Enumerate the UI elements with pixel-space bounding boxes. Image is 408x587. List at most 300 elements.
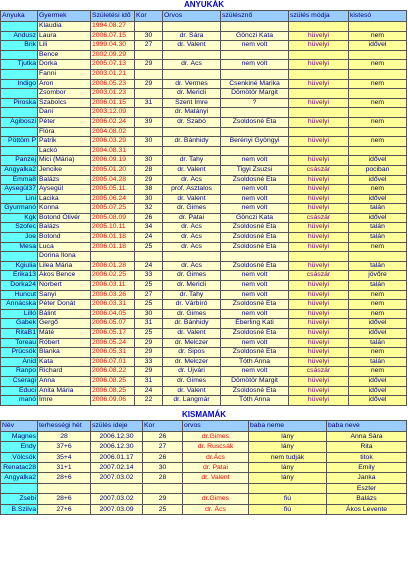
anyukak-cell[interactable] [349,89,407,99]
kismamak-cell[interactable]: 2007.02.14 [91,462,143,472]
anyukak-column-header[interactable]: Gyermek [38,11,91,22]
anyukak-cell[interactable]: Pöttöm P [1,137,38,147]
anyukak-cell[interactable]: 26 [135,213,163,223]
anyukak-cell[interactable]: 2006.08.25 [91,376,135,386]
anyukak-cell[interactable]: Bálint [38,309,91,319]
anyukak-cell[interactable]: Konna [38,204,91,214]
anyukak-cell[interactable]: 24 [135,386,163,396]
anyukak-cell[interactable]: Anita Mária [38,386,91,396]
anyukak-cell[interactable]: dr. Patai [163,213,221,223]
anyukak-cell[interactable]: 2006.02.24 [91,117,135,127]
anyukak-cell[interactable]: hüvelyi [289,386,349,396]
kismamak-column-header[interactable]: Név [1,420,38,431]
anyukak-cell[interactable]: idővel [349,194,407,204]
anyukak-cell[interactable]: Dömötör Margit [221,89,289,99]
anyukak-cell[interactable]: Zsoldosné Eta [221,300,289,310]
anyukak-cell[interactable]: Bence [38,50,91,60]
anyukak-cell[interactable]: talán [349,281,407,291]
anyukak-column-header[interactable]: Kor [135,11,163,22]
anyukak-cell[interactable]: nem [349,117,407,127]
kismamak-cell[interactable]: 28+6 [38,494,91,504]
anyukak-cell[interactable]: nem volt [221,281,289,291]
anyukak-cell[interactable]: dr. Valent [163,329,221,339]
anyukak-cell[interactable]: Sanyi [38,290,91,300]
kismamak-cell[interactable]: Magnes [1,431,38,441]
anyukak-cell[interactable]: Balázs [38,223,91,233]
anyukak-cell[interactable]: hüvelyi [289,290,349,300]
anyukak-cell[interactable]: 2003.01.21 [91,69,135,79]
anyukak-cell[interactable]: Laura [38,31,91,41]
anyukak-cell[interactable]: Jencike [38,165,91,175]
kismamak-cell[interactable]: 29 [143,494,183,504]
anyukak-cell[interactable]: idővel [349,175,407,185]
kismamak-cell[interactable]: nem tudják [249,452,327,462]
anyukak-cell[interactable] [221,22,289,32]
anyukak-cell[interactable]: hüvelyi [289,348,349,358]
anyukak-cell[interactable]: 31 [135,319,163,329]
anyukak-cell[interactable] [1,127,38,137]
kismamak-cell[interactable] [143,483,183,493]
kismamak-column-header[interactable]: Kor [143,420,183,431]
kismamak-cell[interactable]: 30 [143,462,183,472]
anyukak-cell[interactable]: dr. Sipos [163,348,221,358]
anyukak-cell[interactable]: császár [289,367,349,377]
kismamak-cell[interactable]: Ákos Levente [327,504,407,514]
anyukak-cell[interactable]: Gyurmanó [1,204,38,214]
anyukak-cell[interactable]: nem volt [221,309,289,319]
anyukak-cell[interactable]: nem [349,367,407,377]
anyukak-cell[interactable]: Zsoldosné Eta [221,261,289,271]
anyukak-cell[interactable]: 2006.05.23 [91,79,135,89]
anyukak-cell[interactable]: dr. Valent [163,386,221,396]
anyukak-cell[interactable]: Zsoldosné Eta [221,117,289,127]
anyukak-cell[interactable]: Annácska [1,300,38,310]
anyukak-cell[interactable]: 30 [135,31,163,41]
anyukak-cell[interactable]: Kgiulia [1,261,38,271]
anyukak-cell[interactable]: Róbert [38,338,91,348]
anyukak-cell[interactable]: Angyalka2 [1,165,38,175]
anyukak-cell[interactable]: hüvelyi [289,204,349,214]
anyukak-cell[interactable]: nem [349,309,407,319]
anyukak-cell[interactable]: Kgk [1,213,38,223]
anyukak-cell[interactable]: hüvelyi [289,329,349,339]
anyukak-cell[interactable]: dr. Langmár [163,396,221,406]
anyukak-cell[interactable]: 2006.08.22 [91,367,135,377]
kismamak-cell[interactable]: 31+1 [38,462,91,472]
anyukak-cell[interactable]: hüvelyi [289,117,349,127]
anyukak-cell[interactable]: talán [349,357,407,367]
kismamak-cell[interactable]: titok [327,452,407,462]
anyukak-cell[interactable] [349,69,407,79]
kismamak-cell[interactable]: dr. Patai [183,462,249,472]
kismamak-cell[interactable]: Endy [1,442,38,452]
anyukak-cell[interactable]: 2006.01.28 [91,261,135,271]
anyukak-cell[interactable]: Zsoldosné Eta [221,175,289,185]
anyukak-cell[interactable]: 31 [135,98,163,108]
anyukak-cell[interactable]: nem [349,300,407,310]
anyukak-cell[interactable] [1,108,38,118]
anyukak-cell[interactable]: Educi [1,386,38,396]
anyukak-cell[interactable] [163,146,221,156]
anyukak-cell[interactable]: Huncut [1,290,38,300]
anyukak-cell[interactable]: dr. Gimes [163,376,221,386]
anyukak-cell[interactable]: manó [1,396,38,406]
anyukak-cell[interactable]: 29 [135,338,163,348]
anyukak-cell[interactable]: nem [349,79,407,89]
anyukak-cell[interactable]: hüvelyi [289,261,349,271]
anyukak-cell[interactable]: prof. Asztalos [163,185,221,195]
anyukak-cell[interactable]: hüvelyi [289,223,349,233]
anyukak-cell[interactable]: nem [349,137,407,147]
anyukak-cell[interactable]: hüvelyi [289,281,349,291]
kismamak-cell[interactable]: Renatac28 [1,462,38,472]
anyukak-cell[interactable]: nem volt [221,338,289,348]
anyukak-cell[interactable]: császár [289,213,349,223]
anyukak-cell[interactable]: Dani [38,108,91,118]
anyukak-cell[interactable]: Csenkiné Marika [221,79,289,89]
anyukak-cell[interactable]: nem [349,348,407,358]
anyukak-cell[interactable]: idővel [349,386,407,396]
anyukak-cell[interactable]: hüvelyi [289,156,349,166]
kismamak-cell[interactable]: 37+6 [38,442,91,452]
anyukak-cell[interactable]: hüvelyi [289,300,349,310]
anyukak-cell[interactable]: dr. Ács [163,223,221,233]
anyukak-cell[interactable] [289,69,349,79]
anyukak-cell[interactable]: Imre [38,396,91,406]
anyukak-cell[interactable]: idővel [349,396,407,406]
anyukak-cell[interactable]: Gönczi Kata [221,31,289,41]
anyukak-cell[interactable]: hüvelyi [289,137,349,147]
kismamak-cell[interactable]: 35+4 [38,452,91,462]
anyukak-cell[interactable]: hüvelyi [289,319,349,329]
anyukak-cell[interactable]: talán [349,233,407,243]
anyukak-cell[interactable]: 2005.07.13 [91,60,135,70]
anyukak-cell[interactable]: hüvelyi [289,60,349,70]
anyukak-cell[interactable]: 2005.06.24 [91,194,135,204]
anyukak-cell[interactable] [349,108,407,118]
anyukak-cell[interactable]: 2006.08.25 [91,386,135,396]
anyukak-cell[interactable]: 2003.01.23 [91,89,135,99]
kismamak-cell[interactable]: fiú [249,504,327,514]
anyukak-cell[interactable] [349,252,407,262]
anyukak-cell[interactable]: Szofec [1,223,38,233]
kismamak-cell[interactable]: 2006.01.17 [91,452,143,462]
anyukak-cell[interactable] [349,50,407,60]
anyukak-cell[interactable]: Balázs [38,175,91,185]
anyukak-cell[interactable]: dr. Sára [163,31,221,41]
anyukak-cell[interactable]: dr. Szabó [163,117,221,127]
anyukak-cell[interactable]: dr. Melczer [163,357,221,367]
anyukak-cell[interactable]: Berényi Gyöngyi [221,137,289,147]
anyukak-cell[interactable]: Luca [38,242,91,252]
anyukak-cell[interactable]: dr. Tahy [163,156,221,166]
anyukak-cell[interactable]: 2006.02.25 [91,271,135,281]
anyukak-cell[interactable]: Szent Imre [163,98,221,108]
anyukak-column-header[interactable]: Orvos [163,11,221,22]
anyukak-cell[interactable] [163,22,221,32]
anyukak-cell[interactable]: Botond Olivér [38,213,91,223]
anyukak-cell[interactable]: 2006.05.31 [91,348,135,358]
anyukak-cell[interactable]: dr. Gimes [163,271,221,281]
kismamak-cell[interactable]: 27+6 [38,504,91,514]
kismamak-column-header[interactable]: orvos [183,420,249,431]
anyukak-cell[interactable]: 2006.09.19 [91,156,135,166]
anyukak-cell[interactable]: 1999.04.30 [91,41,135,51]
anyukak-cell[interactable]: 30 [135,309,163,319]
anyukak-cell[interactable]: nem volt [221,60,289,70]
anyukak-cell[interactable]: nem [349,98,407,108]
kismamak-column-header[interactable]: baba neme [249,420,327,431]
anyukak-cell[interactable]: Péter Donát [38,300,91,310]
anyukak-cell[interactable] [1,89,38,99]
anyukak-cell[interactable]: 24 [135,233,163,243]
anyukak-cell[interactable]: 2004.08.02 [91,127,135,137]
anyukak-cell[interactable]: dr. Bánhidy [163,319,221,329]
anyukak-cell[interactable]: 2006.03.31 [91,300,135,310]
anyukak-cell[interactable]: dr. Valent [163,194,221,204]
anyukak-cell[interactable]: Blanka [38,348,91,358]
anyukak-cell[interactable]: Zsoldosné Eta [221,348,289,358]
anyukak-cell[interactable]: dr. Matányi [163,108,221,118]
anyukak-cell[interactable] [135,127,163,137]
anyukak-cell[interactable]: 25 [135,300,163,310]
anyukak-cell[interactable] [349,22,407,32]
anyukak-cell[interactable]: 32 [135,204,163,214]
kismamak-cell[interactable]: Eszter [327,483,407,493]
kismamak-column-header[interactable]: szülés ideje [91,420,143,431]
anyukak-cell[interactable] [1,69,38,79]
anyukak-cell[interactable]: 38 [135,185,163,195]
anyukak-cell[interactable]: Ágiboszi [1,117,38,127]
anyukak-cell[interactable]: idővel [349,329,407,339]
kismamak-cell[interactable]: 2006.12.30 [91,431,143,441]
anyukak-cell[interactable]: 2006.05.24 [91,338,135,348]
anyukak-cell[interactable]: hüvelyi [289,309,349,319]
anyukak-cell[interactable]: hüvelyi [289,41,349,51]
anyukak-cell[interactable]: dr. Melczer [163,338,221,348]
anyukak-cell[interactable]: 2006.03.29 [91,137,135,147]
anyukak-cell[interactable]: hüvelyi [289,242,349,252]
anyukak-cell[interactable]: Anid [1,357,38,367]
anyukak-cell[interactable]: 22 [135,396,163,406]
anyukak-cell[interactable]: nem volt [221,271,289,281]
anyukak-column-header[interactable]: szülés módja [289,11,349,22]
anyukak-cell[interactable]: nem volt [221,367,289,377]
anyukak-cell[interactable]: hüvelyi [289,31,349,41]
anyukak-cell[interactable] [135,69,163,79]
kismamak-cell[interactable] [38,483,91,493]
anyukak-cell[interactable]: Klaudia [38,22,91,32]
anyukak-cell[interactable]: 2005.01.20 [91,165,135,175]
kismamak-cell[interactable]: fiú [249,494,327,504]
anyukak-cell[interactable] [135,108,163,118]
anyukak-cell[interactable] [349,127,407,137]
anyukak-cell[interactable] [289,22,349,32]
anyukak-cell[interactable]: 2006.03.26 [91,290,135,300]
anyukak-cell[interactable]: Éberling Kati [221,319,289,329]
kismamak-cell[interactable]: lány [249,473,327,483]
anyukak-cell[interactable]: hüvelyi [289,338,349,348]
kismamak-cell[interactable] [249,483,327,493]
anyukak-cell[interactable] [289,50,349,60]
anyukak-cell[interactable]: Máté [38,329,91,339]
anyukak-cell[interactable]: nem [349,60,407,70]
anyukak-cell[interactable]: 2006.07.15 [91,31,135,41]
kismamak-cell[interactable]: Rita [327,442,407,452]
anyukak-cell[interactable]: hüvelyi [289,396,349,406]
anyukak-cell[interactable]: Joe [1,233,38,243]
anyukak-cell[interactable]: idővel [349,41,407,51]
kismamak-cell[interactable]: 25 [143,504,183,514]
anyukak-cell[interactable]: dr. Ács [163,175,221,185]
anyukak-cell[interactable]: nem volt [221,290,289,300]
anyukak-cell[interactable] [163,252,221,262]
anyukak-cell[interactable]: hüvelyi [289,79,349,89]
anyukak-column-header[interactable]: kistesó [349,11,407,22]
anyukak-cell[interactable]: császár [289,165,349,175]
anyukak-cell[interactable]: Lini [1,194,38,204]
anyukak-cell[interactable]: dr. Várbíró [163,300,221,310]
anyukak-cell[interactable]: dr. Tahy [163,290,221,300]
anyukak-cell[interactable]: 29 [135,367,163,377]
anyukak-cell[interactable] [221,108,289,118]
anyukak-cell[interactable]: 25 [135,242,163,252]
anyukak-cell[interactable]: 27 [135,41,163,51]
anyukak-cell[interactable]: dr. Gimes [163,204,221,214]
anyukak-cell[interactable]: 2005.07.25 [91,204,135,214]
anyukak-cell[interactable]: 29 [135,60,163,70]
anyukak-cell[interactable] [1,252,38,262]
kismamak-cell[interactable]: 26 [143,452,183,462]
anyukak-cell[interactable]: Zsoldosné Eta [221,242,289,252]
anyukak-cell[interactable]: dr. Valent [163,41,221,51]
anyukak-cell[interactable] [135,89,163,99]
anyukak-cell[interactable] [135,50,163,60]
anyukak-cell[interactable]: jövőre [349,271,407,281]
anyukak-cell[interactable]: hüvelyi [289,175,349,185]
anyukak-cell[interactable] [91,252,135,262]
anyukak-cell[interactable]: Prücsök [1,348,38,358]
anyukak-cell[interactable]: Zsoldosné Eta [221,386,289,396]
anyukak-cell[interactable] [163,127,221,137]
anyukak-cell[interactable]: 34 [135,223,163,233]
anyukak-cell[interactable]: Panzej [1,156,38,166]
anyukak-cell[interactable]: 31 [135,376,163,386]
anyukak-cell[interactable] [135,146,163,156]
anyukak-cell[interactable]: 28 [135,165,163,175]
anyukak-cell[interactable]: idővel [349,319,407,329]
kismamak-cell[interactable]: dr.Ács [183,452,249,462]
anyukak-column-header[interactable]: szülésznő [221,11,289,22]
anyukak-cell[interactable]: Zsoldosné Eta [221,223,289,233]
kismamak-cell[interactable] [91,483,143,493]
anyukak-cell[interactable]: császár [289,271,349,281]
anyukak-cell[interactable]: 24 [135,261,163,271]
anyukak-cell[interactable]: Andusz [1,31,38,41]
anyukak-cell[interactable] [289,146,349,156]
anyukak-cell[interactable]: Botond [38,233,91,243]
anyukak-cell[interactable]: idővel [349,156,407,166]
anyukak-cell[interactable]: 2005.08.09 [91,213,135,223]
anyukak-column-header[interactable]: Születési idő [91,11,135,22]
anyukak-cell[interactable] [289,252,349,262]
kismamak-cell[interactable]: Anna Sára [327,431,407,441]
anyukak-cell[interactable]: RitaB1 [1,329,38,339]
anyukak-cell[interactable]: 25 [135,281,163,291]
kismamak-cell[interactable]: dr.Gimes [183,494,249,504]
anyukak-cell[interactable] [135,22,163,32]
anyukak-cell[interactable]: Tóth Anna [221,396,289,406]
anyukak-cell[interactable]: Anna [38,376,91,386]
anyukak-cell[interactable]: dr. Ács [163,261,221,271]
anyukak-cell[interactable]: 2006.01.18 [91,242,135,252]
anyukak-cell[interactable]: nem [349,290,407,300]
anyukak-cell[interactable]: 2003.12.09 [91,108,135,118]
anyukak-cell[interactable] [221,127,289,137]
anyukak-cell[interactable]: Patrik [38,137,91,147]
anyukak-cell[interactable]: Lilea Mária [38,261,91,271]
anyukak-cell[interactable]: Norbert [38,281,91,291]
anyukak-cell[interactable]: 29 [135,175,163,185]
kismamak-cell[interactable]: dr. Valent [183,473,249,483]
anyukak-cell[interactable]: Gergő [38,319,91,329]
anyukak-cell[interactable]: Dorka24 [1,281,38,291]
anyukak-cell[interactable]: Dömötör Margit [221,376,289,386]
anyukak-cell[interactable]: nem volt [221,185,289,195]
anyukak-cell[interactable] [289,108,349,118]
anyukak-cell[interactable]: talán [349,223,407,233]
anyukak-cell[interactable]: nem [349,242,407,252]
anyukak-cell[interactable]: nem volt [221,204,289,214]
anyukak-cell[interactable]: 2006.01.15 [91,98,135,108]
anyukak-cell[interactable]: 2006.07.01 [91,357,135,367]
kismamak-cell[interactable]: lány [249,442,327,452]
kismamak-cell[interactable]: 2007.03.09 [91,504,143,514]
anyukak-cell[interactable]: Péter [38,117,91,127]
kismamak-cell[interactable]: 2007.03.02 [91,494,143,504]
anyukak-cell[interactable]: dr. Gimes [163,309,221,319]
anyukak-cell[interactable]: 2006.09.06 [91,396,135,406]
anyukak-cell[interactable]: Ranpo [1,367,38,377]
anyukak-cell[interactable]: pociban [349,165,407,175]
anyukak-column-header[interactable]: Anyuka [1,11,38,22]
anyukak-cell[interactable]: hüvelyi [289,194,349,204]
kismamak-cell[interactable] [183,483,249,493]
anyukak-cell[interactable]: talán [349,204,407,214]
anyukak-cell[interactable]: Cseragi [1,376,38,386]
anyukak-cell[interactable]: ? [221,98,289,108]
anyukak-cell[interactable] [1,50,38,60]
anyukak-cell[interactable]: talán [349,338,407,348]
kismamak-cell[interactable]: dr.Gimes [183,431,249,441]
anyukak-cell[interactable]: Mesa [1,242,38,252]
anyukak-cell[interactable]: Tóth Anna [221,357,289,367]
anyukak-cell[interactable] [289,127,349,137]
anyukak-cell[interactable]: Piroska [1,98,38,108]
anyukak-cell[interactable]: dr. Újvári [163,367,221,377]
anyukak-cell[interactable]: nem [349,185,407,195]
kismamak-cell[interactable]: 28 [143,473,183,483]
anyukak-cell[interactable]: Ákos Bence [38,271,91,281]
kismamak-cell[interactable]: Zsebi [1,494,38,504]
anyukak-cell[interactable]: 30 [135,137,163,147]
anyukak-cell[interactable] [349,146,407,156]
anyukak-cell[interactable] [221,252,289,262]
anyukak-cell[interactable] [221,146,289,156]
anyukak-cell[interactable] [1,146,38,156]
anyukak-cell[interactable]: 2005.04.28 [91,175,135,185]
anyukak-cell[interactable]: 33 [135,357,163,367]
